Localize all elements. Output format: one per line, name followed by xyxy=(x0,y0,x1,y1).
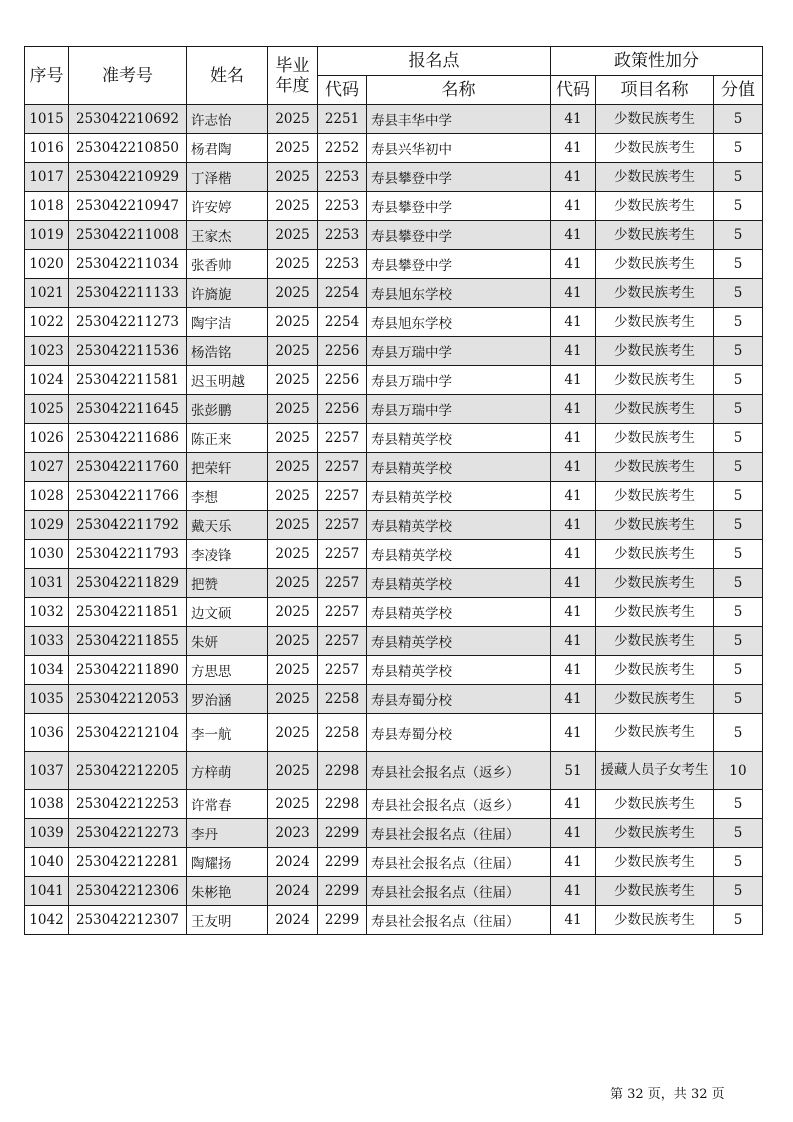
cell-site-code: 2256 xyxy=(318,395,367,424)
cell-exam-no: 253042212307 xyxy=(69,906,187,935)
cell-seq: 1028 xyxy=(25,482,69,511)
table-row xyxy=(25,627,763,656)
cell-project-name: 少数民族考生 xyxy=(596,250,714,279)
cell-project-code: 41 xyxy=(551,424,596,453)
table-row xyxy=(25,656,763,685)
header-project-name: 项目名称 xyxy=(596,76,714,105)
cell-project-code: 41 xyxy=(551,395,596,424)
cell-project-name: 少数民族考生 xyxy=(596,163,714,192)
cell-grad-year: 2025 xyxy=(268,790,318,819)
cell-site-name: 寿县社会报名点（返乡） xyxy=(367,752,551,790)
cell-project-code: 41 xyxy=(551,337,596,366)
cell-name: 李想 xyxy=(187,482,268,511)
cell-exam-no: 253042211760 xyxy=(69,453,187,482)
cell-project-name: 少数民族考生 xyxy=(596,714,714,752)
cell-project-code: 41 xyxy=(551,819,596,848)
header-seq: 序号 xyxy=(25,47,69,105)
cell-site-name: 寿县社会报名点（往届） xyxy=(367,906,551,935)
cell-site-code: 2298 xyxy=(318,790,367,819)
cell-seq: 1038 xyxy=(25,790,69,819)
cell-seq: 1016 xyxy=(25,134,69,163)
table-row xyxy=(25,819,763,848)
cell-name: 王家杰 xyxy=(187,221,268,250)
cell-site-name: 寿县精英学校 xyxy=(367,569,551,598)
cell-grad-year: 2025 xyxy=(268,714,318,752)
cell-project-code: 41 xyxy=(551,685,596,714)
cell-site-name: 寿县万瑞中学 xyxy=(367,366,551,395)
cell-grad-year: 2025 xyxy=(268,752,318,790)
cell-site-code: 2257 xyxy=(318,627,367,656)
cell-project-code: 41 xyxy=(551,714,596,752)
cell-score: 5 xyxy=(714,790,763,819)
cell-grad-year: 2024 xyxy=(268,877,318,906)
cell-project-code: 41 xyxy=(551,192,596,221)
cell-site-name: 寿县寿蜀分校 xyxy=(367,714,551,752)
cell-name: 朱彬艳 xyxy=(187,877,268,906)
cell-site-code: 2253 xyxy=(318,250,367,279)
cell-score: 5 xyxy=(714,163,763,192)
cell-project-code: 41 xyxy=(551,598,596,627)
cell-exam-no: 253042211536 xyxy=(69,337,187,366)
cell-score: 5 xyxy=(714,105,763,134)
cell-site-code: 2251 xyxy=(318,105,367,134)
cell-grad-year: 2025 xyxy=(268,540,318,569)
cell-site-name: 寿县精英学校 xyxy=(367,540,551,569)
cell-site-name: 寿县精英学校 xyxy=(367,453,551,482)
cell-name: 杨君陶 xyxy=(187,134,268,163)
cell-project-name: 少数民族考生 xyxy=(596,366,714,395)
cell-site-code: 2299 xyxy=(318,819,367,848)
cell-name: 许常春 xyxy=(187,790,268,819)
header-grad-year: 毕业年度 xyxy=(268,47,318,105)
cell-exam-no: 253042211890 xyxy=(69,656,187,685)
cell-exam-no: 253042211792 xyxy=(69,511,187,540)
table-row xyxy=(25,714,763,752)
cell-score: 5 xyxy=(714,540,763,569)
cell-seq: 1021 xyxy=(25,279,69,308)
cell-name: 朱妍 xyxy=(187,627,268,656)
cell-exam-no: 253042211034 xyxy=(69,250,187,279)
cell-site-name: 寿县丰华中学 xyxy=(367,105,551,134)
cell-exam-no: 253042210929 xyxy=(69,163,187,192)
cell-grad-year: 2025 xyxy=(268,685,318,714)
cell-name: 迟玉明越 xyxy=(187,366,268,395)
cell-grad-year: 2024 xyxy=(268,848,318,877)
cell-name: 许安婷 xyxy=(187,192,268,221)
table-row xyxy=(25,540,763,569)
cell-project-name: 少数民族考生 xyxy=(596,627,714,656)
cell-site-code: 2257 xyxy=(318,511,367,540)
cell-name: 李丹 xyxy=(187,819,268,848)
cell-site-code: 2257 xyxy=(318,482,367,511)
cell-name: 张香帅 xyxy=(187,250,268,279)
cell-site-name: 寿县攀登中学 xyxy=(367,250,551,279)
cell-project-name: 少数民族考生 xyxy=(596,337,714,366)
cell-seq: 1042 xyxy=(25,906,69,935)
cell-site-code: 2299 xyxy=(318,848,367,877)
cell-site-name: 寿县攀登中学 xyxy=(367,163,551,192)
cell-grad-year: 2025 xyxy=(268,134,318,163)
cell-score: 5 xyxy=(714,279,763,308)
cell-seq: 1036 xyxy=(25,714,69,752)
table-row xyxy=(25,598,763,627)
cell-score: 5 xyxy=(714,366,763,395)
cell-project-name: 少数民族考生 xyxy=(596,540,714,569)
table-row xyxy=(25,105,763,134)
table-row xyxy=(25,337,763,366)
cell-seq: 1025 xyxy=(25,395,69,424)
cell-seq: 1029 xyxy=(25,511,69,540)
cell-seq: 1039 xyxy=(25,819,69,848)
cell-site-code: 2257 xyxy=(318,453,367,482)
table-row xyxy=(25,424,763,453)
cell-project-code: 41 xyxy=(551,163,596,192)
cell-score: 5 xyxy=(714,906,763,935)
cell-project-code: 41 xyxy=(551,627,596,656)
cell-site-name: 寿县社会报名点（返乡） xyxy=(367,790,551,819)
cell-seq: 1035 xyxy=(25,685,69,714)
cell-site-name: 寿县攀登中学 xyxy=(367,192,551,221)
table-row xyxy=(25,395,763,424)
table-row xyxy=(25,192,763,221)
cell-exam-no: 253042211581 xyxy=(69,366,187,395)
cell-seq: 1018 xyxy=(25,192,69,221)
cell-exam-no: 253042210692 xyxy=(69,105,187,134)
cell-name: 陶耀扬 xyxy=(187,848,268,877)
cell-site-name: 寿县精英学校 xyxy=(367,627,551,656)
table-row xyxy=(25,877,763,906)
cell-site-name: 寿县兴华初中 xyxy=(367,134,551,163)
cell-site-code: 2299 xyxy=(318,906,367,935)
cell-name: 许志怡 xyxy=(187,105,268,134)
cell-project-name: 少数民族考生 xyxy=(596,453,714,482)
cell-exam-no: 253042211855 xyxy=(69,627,187,656)
cell-site-name: 寿县万瑞中学 xyxy=(367,395,551,424)
cell-score: 5 xyxy=(714,627,763,656)
header-policy-bonus: 政策性加分 xyxy=(551,47,763,76)
cell-score: 5 xyxy=(714,482,763,511)
table-row xyxy=(25,134,763,163)
header-site-code: 代码 xyxy=(318,76,367,105)
table-row xyxy=(25,366,763,395)
table-row xyxy=(25,221,763,250)
cell-exam-no: 253042212281 xyxy=(69,848,187,877)
cell-score: 5 xyxy=(714,656,763,685)
cell-site-name: 寿县攀登中学 xyxy=(367,221,551,250)
cell-score: 5 xyxy=(714,569,763,598)
cell-exam-no: 253042211008 xyxy=(69,221,187,250)
cell-project-code: 41 xyxy=(551,569,596,598)
cell-grad-year: 2025 xyxy=(268,511,318,540)
cell-score: 5 xyxy=(714,250,763,279)
cell-name: 把荣轩 xyxy=(187,453,268,482)
cell-seq: 1027 xyxy=(25,453,69,482)
cell-site-name: 寿县精英学校 xyxy=(367,482,551,511)
cell-project-name: 少数民族考生 xyxy=(596,134,714,163)
cell-site-name: 寿县万瑞中学 xyxy=(367,337,551,366)
cell-site-name: 寿县精英学校 xyxy=(367,511,551,540)
cell-score: 5 xyxy=(714,877,763,906)
cell-site-code: 2252 xyxy=(318,134,367,163)
cell-grad-year: 2025 xyxy=(268,105,318,134)
header-score: 分值 xyxy=(714,76,763,105)
bonus-score-table xyxy=(24,46,763,935)
cell-project-name: 少数民族考生 xyxy=(596,848,714,877)
cell-name: 李一航 xyxy=(187,714,268,752)
cell-project-code: 41 xyxy=(551,221,596,250)
cell-grad-year: 2025 xyxy=(268,656,318,685)
cell-grad-year: 2025 xyxy=(268,192,318,221)
table-row xyxy=(25,790,763,819)
cell-exam-no: 253042212253 xyxy=(69,790,187,819)
cell-project-code: 41 xyxy=(551,540,596,569)
cell-score: 5 xyxy=(714,848,763,877)
cell-grad-year: 2025 xyxy=(268,482,318,511)
cell-project-name: 少数民族考生 xyxy=(596,192,714,221)
cell-site-name: 寿县精英学校 xyxy=(367,424,551,453)
cell-grad-year: 2024 xyxy=(268,906,318,935)
cell-name: 丁泽楷 xyxy=(187,163,268,192)
cell-site-code: 2256 xyxy=(318,366,367,395)
cell-site-code: 2257 xyxy=(318,424,367,453)
cell-site-code: 2254 xyxy=(318,308,367,337)
cell-site-code: 2254 xyxy=(318,279,367,308)
cell-site-code: 2258 xyxy=(318,685,367,714)
table-row xyxy=(25,250,763,279)
cell-grad-year: 2025 xyxy=(268,279,318,308)
cell-grad-year: 2025 xyxy=(268,163,318,192)
cell-seq: 1020 xyxy=(25,250,69,279)
cell-project-code: 41 xyxy=(551,877,596,906)
cell-score: 5 xyxy=(714,134,763,163)
table-row xyxy=(25,511,763,540)
cell-site-name: 寿县精英学校 xyxy=(367,598,551,627)
cell-project-name: 少数民族考生 xyxy=(596,395,714,424)
cell-exam-no: 253042212306 xyxy=(69,877,187,906)
cell-project-code: 41 xyxy=(551,250,596,279)
cell-project-code: 41 xyxy=(551,656,596,685)
cell-score: 5 xyxy=(714,337,763,366)
table-row xyxy=(25,453,763,482)
cell-seq: 1034 xyxy=(25,656,69,685)
cell-exam-no: 253042211793 xyxy=(69,540,187,569)
cell-grad-year: 2025 xyxy=(268,250,318,279)
cell-seq: 1032 xyxy=(25,598,69,627)
cell-grad-year: 2025 xyxy=(268,627,318,656)
cell-exam-no: 253042211766 xyxy=(69,482,187,511)
cell-site-name: 寿县旭东学校 xyxy=(367,279,551,308)
cell-score: 5 xyxy=(714,598,763,627)
cell-project-code: 41 xyxy=(551,134,596,163)
cell-score: 5 xyxy=(714,714,763,752)
cell-exam-no: 253042212053 xyxy=(69,685,187,714)
cell-seq: 1023 xyxy=(25,337,69,366)
cell-project-code: 41 xyxy=(551,308,596,337)
table-header xyxy=(25,47,763,105)
cell-seq: 1026 xyxy=(25,424,69,453)
table-row xyxy=(25,163,763,192)
cell-name: 王友明 xyxy=(187,906,268,935)
cell-seq: 1033 xyxy=(25,627,69,656)
header-project-code: 代码 xyxy=(551,76,596,105)
cell-score: 5 xyxy=(714,192,763,221)
table-row xyxy=(25,848,763,877)
cell-project-name: 少数民族考生 xyxy=(596,511,714,540)
cell-project-name: 少数民族考生 xyxy=(596,819,714,848)
cell-site-code: 2257 xyxy=(318,598,367,627)
cell-exam-no: 253042212205 xyxy=(69,752,187,790)
cell-exam-no: 253042212104 xyxy=(69,714,187,752)
cell-project-name: 少数民族考生 xyxy=(596,279,714,308)
header-reg-site: 报名点 xyxy=(318,47,551,76)
cell-seq: 1040 xyxy=(25,848,69,877)
header-name: 姓名 xyxy=(187,47,268,105)
cell-site-name: 寿县旭东学校 xyxy=(367,308,551,337)
cell-site-code: 2253 xyxy=(318,163,367,192)
cell-project-code: 41 xyxy=(551,906,596,935)
table-row xyxy=(25,685,763,714)
cell-grad-year: 2023 xyxy=(268,819,318,848)
cell-site-code: 2253 xyxy=(318,221,367,250)
cell-name: 杨浩铭 xyxy=(187,337,268,366)
cell-site-code: 2257 xyxy=(318,656,367,685)
cell-site-code: 2256 xyxy=(318,337,367,366)
table-row xyxy=(25,279,763,308)
cell-seq: 1030 xyxy=(25,540,69,569)
cell-seq: 1024 xyxy=(25,366,69,395)
cell-site-name: 寿县寿蜀分校 xyxy=(367,685,551,714)
cell-site-name: 寿县精英学校 xyxy=(367,656,551,685)
table-row xyxy=(25,752,763,790)
cell-grad-year: 2025 xyxy=(268,366,318,395)
cell-name: 陈正来 xyxy=(187,424,268,453)
cell-exam-no: 253042211829 xyxy=(69,569,187,598)
cell-site-name: 寿县社会报名点（往届） xyxy=(367,877,551,906)
cell-seq: 1022 xyxy=(25,308,69,337)
header-exam-no: 准考号 xyxy=(69,47,187,105)
cell-score: 10 xyxy=(714,752,763,790)
cell-project-name: 少数民族考生 xyxy=(596,308,714,337)
cell-score: 5 xyxy=(714,453,763,482)
cell-name: 边文硕 xyxy=(187,598,268,627)
cell-grad-year: 2025 xyxy=(268,337,318,366)
cell-project-code: 41 xyxy=(551,279,596,308)
cell-score: 5 xyxy=(714,308,763,337)
cell-project-name: 少数民族考生 xyxy=(596,221,714,250)
cell-project-name: 少数民族考生 xyxy=(596,598,714,627)
cell-name: 方思思 xyxy=(187,656,268,685)
cell-grad-year: 2025 xyxy=(268,308,318,337)
cell-project-name: 少数民族考生 xyxy=(596,790,714,819)
cell-seq: 1017 xyxy=(25,163,69,192)
cell-name: 李凌锋 xyxy=(187,540,268,569)
cell-site-code: 2298 xyxy=(318,752,367,790)
table-row xyxy=(25,308,763,337)
header-site-name: 名称 xyxy=(367,76,551,105)
cell-exam-no: 253042212273 xyxy=(69,819,187,848)
table-row xyxy=(25,482,763,511)
cell-exam-no: 253042211645 xyxy=(69,395,187,424)
cell-project-code: 41 xyxy=(551,453,596,482)
cell-exam-no: 253042211686 xyxy=(69,424,187,453)
table-body xyxy=(25,105,763,935)
cell-site-name: 寿县社会报名点（往届） xyxy=(367,819,551,848)
cell-exam-no: 253042211851 xyxy=(69,598,187,627)
cell-grad-year: 2025 xyxy=(268,569,318,598)
table-row xyxy=(25,569,763,598)
cell-name: 方梓萌 xyxy=(187,752,268,790)
table-row xyxy=(25,906,763,935)
cell-seq: 1019 xyxy=(25,221,69,250)
cell-site-code: 2258 xyxy=(318,714,367,752)
cell-site-code: 2257 xyxy=(318,540,367,569)
cell-project-name: 少数民族考生 xyxy=(596,569,714,598)
cell-project-name: 少数民族考生 xyxy=(596,105,714,134)
cell-project-code: 41 xyxy=(551,511,596,540)
cell-project-code: 41 xyxy=(551,105,596,134)
cell-project-name: 援藏人员子女考生 xyxy=(596,752,714,790)
cell-name: 把赞 xyxy=(187,569,268,598)
cell-project-name: 少数民族考生 xyxy=(596,656,714,685)
cell-exam-no: 253042210850 xyxy=(69,134,187,163)
cell-site-code: 2299 xyxy=(318,877,367,906)
cell-project-code: 41 xyxy=(551,366,596,395)
cell-seq: 1041 xyxy=(25,877,69,906)
cell-exam-no: 253042211273 xyxy=(69,308,187,337)
cell-project-name: 少数民族考生 xyxy=(596,685,714,714)
cell-name: 戴天乐 xyxy=(187,511,268,540)
cell-site-code: 2253 xyxy=(318,192,367,221)
cell-name: 张彭鹏 xyxy=(187,395,268,424)
cell-seq: 1037 xyxy=(25,752,69,790)
cell-grad-year: 2025 xyxy=(268,453,318,482)
cell-project-code: 41 xyxy=(551,482,596,511)
cell-seq: 1031 xyxy=(25,569,69,598)
cell-score: 5 xyxy=(714,221,763,250)
cell-score: 5 xyxy=(714,685,763,714)
cell-name: 陶宇洁 xyxy=(187,308,268,337)
cell-project-code: 41 xyxy=(551,848,596,877)
cell-project-code: 51 xyxy=(551,752,596,790)
cell-score: 5 xyxy=(714,424,763,453)
cell-exam-no: 253042210947 xyxy=(69,192,187,221)
cell-project-name: 少数民族考生 xyxy=(596,424,714,453)
cell-name: 罗治涵 xyxy=(187,685,268,714)
cell-seq: 1015 xyxy=(25,105,69,134)
cell-grad-year: 2025 xyxy=(268,221,318,250)
cell-grad-year: 2025 xyxy=(268,424,318,453)
cell-site-name: 寿县社会报名点（往届） xyxy=(367,848,551,877)
cell-project-name: 少数民族考生 xyxy=(596,877,714,906)
cell-exam-no: 253042211133 xyxy=(69,279,187,308)
cell-project-code: 41 xyxy=(551,790,596,819)
cell-project-name: 少数民族考生 xyxy=(596,482,714,511)
cell-name: 许旖旎 xyxy=(187,279,268,308)
cell-score: 5 xyxy=(714,511,763,540)
cell-project-name: 少数民族考生 xyxy=(596,906,714,935)
cell-score: 5 xyxy=(714,819,763,848)
cell-grad-year: 2025 xyxy=(268,598,318,627)
cell-score: 5 xyxy=(714,395,763,424)
page-footer: 第 32 页，共 32 页 xyxy=(610,1087,725,1102)
cell-grad-year: 2025 xyxy=(268,395,318,424)
cell-site-code: 2257 xyxy=(318,569,367,598)
